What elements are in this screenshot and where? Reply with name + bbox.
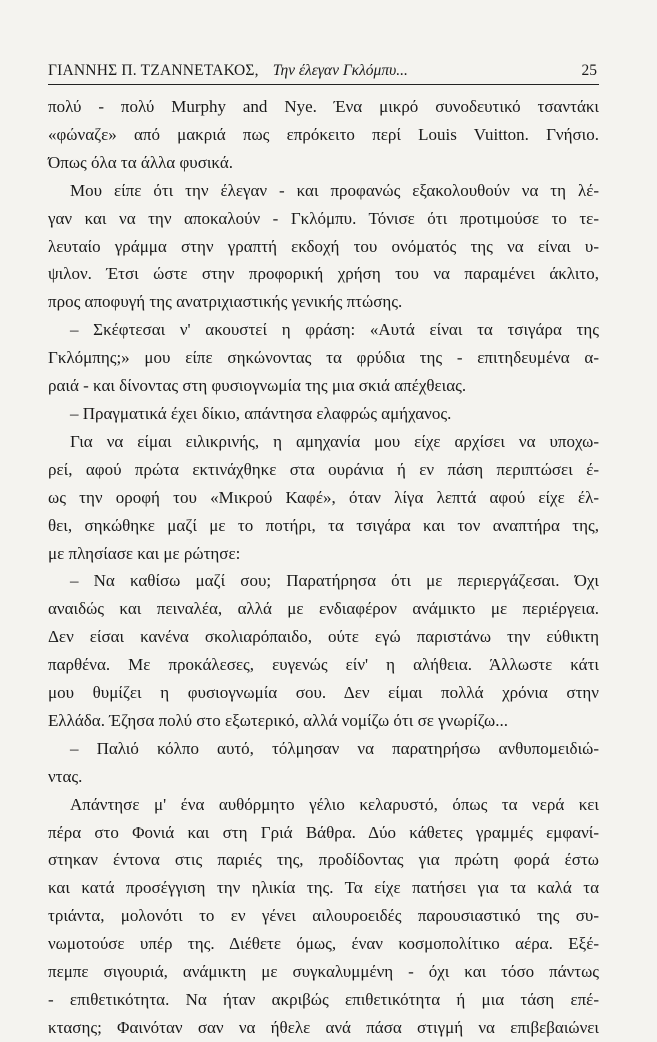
- text-line: μου θυμίζει η φυσιογνωμία σου. Δεν είμαι πολλά χρόνια στην: [48, 683, 599, 703]
- text-line: ραιά - και δίνοντας στη φυσιογνωμία της μια σκιά απέχθειας.: [48, 376, 467, 396]
- text-line: πολύ - πολύ Murphy and Nye. Ένα μικρό συνοδευτικό τσαντάκι: [48, 97, 599, 116]
- text-line: – Παλιό κόλπο αυτό, τόλμησαν να παρατηρήσω ανθυπομειδιώ-: [70, 738, 599, 758]
- text-line: κτασης; Φαινόταν σαν να ήθελε ανά πάσα στιγμή να επιβεβαιώνει: [48, 1017, 599, 1037]
- text-line: ντας.: [48, 766, 83, 786]
- text-line: - επιθετικότητα. Να ήταν ακριβώς επιθετικότητα ή μια τάση επέ-: [48, 990, 599, 1009]
- text-line: Όπως όλα τα άλλα φυσικά.: [48, 152, 234, 172]
- text-line: προς αποφυγή της ανατριχιαστικής γενικής πτώσης.: [48, 292, 403, 312]
- header-author: ΓΙΑΝΝΗΣ Π. ΤΖΑΝΝΕΤΑΚΟΣ,: [48, 62, 259, 79]
- header-book-title: Την έλεγαν Γκλόμπυ...: [272, 62, 408, 79]
- text-line: λευταίο γράμμα στην γραπτή εκδοχή του ονόματός της να είναι υ-: [48, 236, 599, 256]
- text-line: Μου είπε ότι την έλεγαν - και προφανώς εξακολουθούν να τη λέ-: [70, 180, 599, 200]
- text-line: – Πραγματικά έχει δίκιο, απάντησα ελαφρώς αμήχανος.: [70, 403, 452, 423]
- text-line: ψιλον. Έτσι ώστε στην προφορική χρήση του να παραμένει άκλιτο,: [48, 264, 599, 284]
- text-line: αναιδώς και πειναλέα, αλλά με ενδιαφέρον ανάμικτο με περιέργεια.: [48, 599, 599, 619]
- text-line: Γκλόμπης;» μου είπε σηκώνοντας τα φρύδια της - επιτηδευμένα α-: [48, 348, 599, 368]
- text-line: και κατά προσέγγιση την ηλικία της. Τα είχε πατήσει για τα καλά τα: [48, 878, 599, 898]
- text-line: νωμοτούσε υπέρ της. Διέθετε όμως, έναν κοσμοπολίτικο αέρα. Εξέ-: [48, 934, 599, 954]
- page-number: 25: [581, 62, 597, 79]
- text-line: Για να είμαι ειλικρινής, η αμηχανία μου είχε αρχίσει να υποχω-: [70, 431, 599, 451]
- text-line: πέρα στο Φονιά και στη Γριά Βάθρα. Δύο κάθετες γραμμές εμφανί-: [48, 822, 599, 842]
- text-line: τριάντα, μολονότι το εν γένει αιλουροειδές παρουσιαστικό της συ-: [48, 906, 599, 926]
- running-header: [48, 62, 599, 85]
- text-line: θει, σηκώθηκε μαζί με το ποτήρι, τα τσιγάρα και τον αναπτήρα της,: [48, 515, 599, 535]
- text-line: ρεί, αφού πρώτα εκτινάχθηκε στα ουράνια ή εν πάση περιπτώσει έ-: [48, 459, 599, 479]
- text-line: – Σκέφτεσαι ν' ακουστεί η φράση: «Αυτά είναι τα τσιγάρα της: [70, 320, 599, 340]
- text-line: πεμπε σιγουριά, ανάμικτη με συγκαλυμμένη - όχι και τόσο πάντως: [48, 962, 599, 982]
- text-line: με πλησίασε και με ρώτησε:: [48, 543, 241, 563]
- text-line: γαν και να την αποκαλούν - Γκλόμπυ. Τόνισε ότι προτιμούσε το τε-: [48, 208, 599, 228]
- text-line: Δεν είσαι κανένα σκολιαρόπαιδο, ούτε εγώ παριστάνω την εύθικτη: [48, 627, 599, 647]
- text-line: ως την οροφή του «Μικρού Καφέ», όταν λίγα λεπτά αφού είχε έλ-: [48, 487, 599, 507]
- text-line: – Να καθίσω μαζί σου; Παρατήρησα ότι με περιεργάζεσαι. Όχι: [70, 571, 599, 591]
- text-line: στηκαν έντονα στις παριές της, προδίδοντας για πρώτη φορά έστω: [48, 850, 599, 870]
- text-line: παρθένα. Με προκάλεσες, ευγενώς είν' η αλήθεια. Άλλωστε κάτι: [48, 655, 599, 675]
- text-line: Απάντησε μ' ένα αυθόρμητο γέλιο κελαρυστό, όπως τα νερά κει: [70, 794, 599, 814]
- text-line: «φώναζε» από μακριά πως επρόκειτο περί Louis Vuitton. Γνήσιο.: [48, 124, 599, 144]
- text-line: Ελλάδα. Έζησα πολύ στο εξωτερικό, αλλά νομίζω ότι σε γνωρίζω...: [48, 710, 508, 730]
- page-body-text: [48, 93, 599, 1042]
